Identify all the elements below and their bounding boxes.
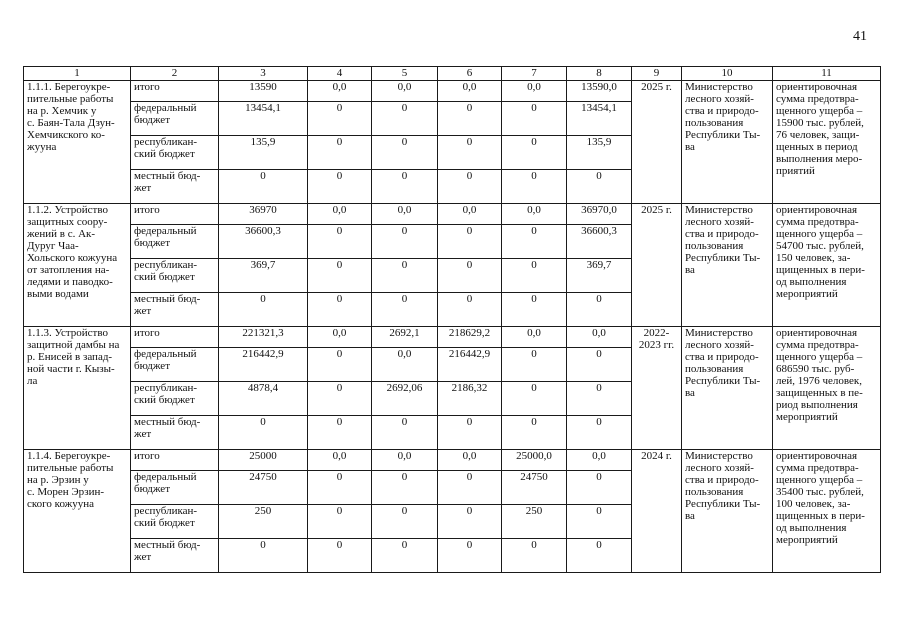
amount-cell: 13590 bbox=[219, 81, 308, 102]
executor: Министерство лесного хозяй- ства и природо- пользования Республики Ты- ва bbox=[682, 204, 773, 327]
measure-name: 1.1.2. Устройство защитных соору- жений в с. Ак- Дуруг Чаа- Хольского кожууна от затопления на- ледями и паводко- выми водами bbox=[24, 204, 131, 327]
amount-cell: 0 bbox=[502, 170, 567, 204]
amount-cell: 0 bbox=[372, 102, 438, 136]
amount-cell: 0 bbox=[219, 539, 308, 573]
amount-cell: 0 bbox=[372, 170, 438, 204]
amount-cell: 0 bbox=[438, 505, 502, 539]
header-cell: 7 bbox=[502, 67, 567, 81]
funding-source: республикан- ский бюджет bbox=[131, 259, 219, 293]
amount-cell: 0 bbox=[438, 170, 502, 204]
header-cell: 5 bbox=[372, 67, 438, 81]
amount-cell: 0 bbox=[308, 136, 372, 170]
amount-cell: 0 bbox=[219, 416, 308, 450]
amount-cell: 36970 bbox=[219, 204, 308, 225]
amount-cell: 0,0 bbox=[438, 204, 502, 225]
header-cell: 3 bbox=[219, 67, 308, 81]
amount-cell: 0 bbox=[438, 136, 502, 170]
header-cell: 2 bbox=[131, 67, 219, 81]
amount-cell: 0,0 bbox=[308, 327, 372, 348]
amount-cell: 0 bbox=[308, 225, 372, 259]
header-cell: 6 bbox=[438, 67, 502, 81]
amount-cell: 0 bbox=[308, 170, 372, 204]
budget-table bbox=[23, 66, 881, 573]
amount-cell: 0 bbox=[502, 102, 567, 136]
amount-cell: 0 bbox=[308, 471, 372, 505]
funding-source: местный бюд- жет bbox=[131, 539, 219, 573]
amount-cell: 0 bbox=[502, 382, 567, 416]
deadline: 2024 г. bbox=[632, 450, 682, 573]
amount-cell: 135,9 bbox=[219, 136, 308, 170]
executor: Министерство лесного хозяй- ства и природо- пользования Республики Ты- ва bbox=[682, 450, 773, 573]
funding-source: местный бюд- жет bbox=[131, 293, 219, 327]
amount-cell: 13454,1 bbox=[567, 102, 632, 136]
measure-name: 1.1.1. Берегоукре- пительные работы на р. Хемчик у с. Баян-Тала Дзун- Хемчикского ко- жууна bbox=[24, 81, 131, 204]
amount-cell: 0 bbox=[372, 416, 438, 450]
amount-cell: 0 bbox=[438, 293, 502, 327]
amount-cell: 36970,0 bbox=[567, 204, 632, 225]
amount-cell: 0 bbox=[372, 293, 438, 327]
amount-cell: 0 bbox=[502, 293, 567, 327]
amount-cell: 250 bbox=[502, 505, 567, 539]
amount-cell: 24750 bbox=[502, 471, 567, 505]
amount-cell: 135,9 bbox=[567, 136, 632, 170]
amount-cell: 2692,06 bbox=[372, 382, 438, 416]
amount-cell: 0 bbox=[502, 136, 567, 170]
amount-cell: 2692,1 bbox=[372, 327, 438, 348]
amount-cell: 0 bbox=[308, 259, 372, 293]
deadline: 2025 г. bbox=[632, 204, 682, 327]
funding-source: федеральный бюджет bbox=[131, 348, 219, 382]
amount-cell: 0 bbox=[438, 416, 502, 450]
funding-source: итого bbox=[131, 450, 219, 471]
table-row bbox=[24, 81, 881, 102]
amount-cell: 0 bbox=[438, 102, 502, 136]
amount-cell: 25000,0 bbox=[502, 450, 567, 471]
amount-cell: 0 bbox=[567, 382, 632, 416]
page-number: 41 bbox=[853, 29, 867, 44]
deadline: 2022- 2023 гг. bbox=[632, 327, 682, 450]
funding-source: республикан- ский бюджет bbox=[131, 505, 219, 539]
amount-cell: 13454,1 bbox=[219, 102, 308, 136]
amount-cell: 0 bbox=[567, 348, 632, 382]
funding-source: федеральный бюджет bbox=[131, 471, 219, 505]
amount-cell: 24750 bbox=[219, 471, 308, 505]
header-cell: 11 bbox=[773, 67, 881, 81]
amount-cell: 36600,3 bbox=[567, 225, 632, 259]
amount-cell: 36600,3 bbox=[219, 225, 308, 259]
amount-cell: 0 bbox=[502, 539, 567, 573]
amount-cell: 0 bbox=[438, 225, 502, 259]
deadline: 2025 г. bbox=[632, 81, 682, 204]
amount-cell: 4878,4 bbox=[219, 382, 308, 416]
amount-cell: 369,7 bbox=[567, 259, 632, 293]
amount-cell: 218629,2 bbox=[438, 327, 502, 348]
amount-cell: 0 bbox=[502, 225, 567, 259]
amount-cell: 0,0 bbox=[308, 450, 372, 471]
header-cell: 8 bbox=[567, 67, 632, 81]
amount-cell: 0 bbox=[567, 416, 632, 450]
amount-cell: 0,0 bbox=[308, 81, 372, 102]
amount-cell: 0 bbox=[308, 293, 372, 327]
header-cell: 4 bbox=[308, 67, 372, 81]
amount-cell: 0 bbox=[219, 170, 308, 204]
amount-cell: 0 bbox=[308, 348, 372, 382]
funding-source: республикан- ский бюджет bbox=[131, 136, 219, 170]
funding-source: местный бюд- жет bbox=[131, 416, 219, 450]
header-cell: 1 bbox=[24, 67, 131, 81]
amount-cell: 0,0 bbox=[372, 81, 438, 102]
funding-source: федеральный бюджет bbox=[131, 102, 219, 136]
amount-cell: 0 bbox=[308, 416, 372, 450]
table-row bbox=[24, 204, 881, 225]
amount-cell: 216442,9 bbox=[219, 348, 308, 382]
amount-cell: 0,0 bbox=[567, 450, 632, 471]
amount-cell: 0,0 bbox=[502, 327, 567, 348]
amount-cell: 0 bbox=[308, 505, 372, 539]
amount-cell: 0 bbox=[372, 259, 438, 293]
amount-cell: 216442,9 bbox=[438, 348, 502, 382]
expected-result: ориентировочная сумма предотвра- щенного ущерба – 686590 тыс. руб- лей, 1976 человек, защищенных в пе- риод выполнения мероприятий bbox=[773, 327, 881, 450]
amount-cell: 0,0 bbox=[438, 450, 502, 471]
amount-cell: 0,0 bbox=[567, 327, 632, 348]
expected-result: ориентировочная сумма предотвра- щенного ущерба – 15900 тыс. рублей, 76 человек, защи- щенных в период выполнения меро- приятий bbox=[773, 81, 881, 204]
expected-result: ориентировочная сумма предотвра- щенного ущерба – 35400 тыс. рублей, 100 человек, за- щищенных в пери- од выполнения мероприятий bbox=[773, 450, 881, 573]
amount-cell: 0 bbox=[372, 225, 438, 259]
measure-name: 1.1.4. Берегоукре- пительные работы на р. Эрзин у с. Морен Эрзин- ского кожууна bbox=[24, 450, 131, 573]
amount-cell: 0,0 bbox=[372, 348, 438, 382]
amount-cell: 13590,0 bbox=[567, 81, 632, 102]
amount-cell: 0 bbox=[438, 539, 502, 573]
amount-cell: 250 bbox=[219, 505, 308, 539]
header-cell: 9 bbox=[632, 67, 682, 81]
amount-cell: 0 bbox=[308, 382, 372, 416]
amount-cell: 0 bbox=[438, 471, 502, 505]
executor: Министерство лесного хозяй- ства и природо- пользования Республики Ты- ва bbox=[682, 81, 773, 204]
measure-name: 1.1.3. Устройство защитной дамбы на р. Енисей в запад- ной части г. Кызы- ла bbox=[24, 327, 131, 450]
amount-cell: 0 bbox=[372, 471, 438, 505]
amount-cell: 0 bbox=[567, 505, 632, 539]
funding-source: итого bbox=[131, 327, 219, 348]
amount-cell: 0,0 bbox=[502, 81, 567, 102]
funding-source: итого bbox=[131, 204, 219, 225]
funding-source: итого bbox=[131, 81, 219, 102]
amount-cell: 0 bbox=[372, 136, 438, 170]
amount-cell: 369,7 bbox=[219, 259, 308, 293]
amount-cell: 25000 bbox=[219, 450, 308, 471]
amount-cell: 0,0 bbox=[372, 204, 438, 225]
executor: Министерство лесного хозяй- ства и природо- пользования Республики Ты- ва bbox=[682, 327, 773, 450]
amount-cell: 2186,32 bbox=[438, 382, 502, 416]
funding-source: федеральный бюджет bbox=[131, 225, 219, 259]
amount-cell: 0 bbox=[567, 539, 632, 573]
funding-source: местный бюд- жет bbox=[131, 170, 219, 204]
amount-cell: 0 bbox=[308, 539, 372, 573]
amount-cell: 0,0 bbox=[438, 81, 502, 102]
amount-cell: 0 bbox=[567, 293, 632, 327]
amount-cell: 0 bbox=[308, 102, 372, 136]
amount-cell: 0,0 bbox=[502, 204, 567, 225]
funding-source: республикан- ский бюджет bbox=[131, 382, 219, 416]
amount-cell: 0 bbox=[567, 170, 632, 204]
table-row bbox=[24, 327, 881, 348]
amount-cell: 0 bbox=[502, 416, 567, 450]
table-row bbox=[24, 450, 881, 471]
amount-cell: 221321,3 bbox=[219, 327, 308, 348]
amount-cell: 0 bbox=[502, 259, 567, 293]
amount-cell: 0,0 bbox=[372, 450, 438, 471]
amount-cell: 0 bbox=[372, 539, 438, 573]
amount-cell: 0 bbox=[219, 293, 308, 327]
header-cell: 10 bbox=[682, 67, 773, 81]
amount-cell: 0 bbox=[438, 259, 502, 293]
amount-cell: 0 bbox=[372, 505, 438, 539]
amount-cell: 0,0 bbox=[308, 204, 372, 225]
header-row bbox=[24, 67, 881, 81]
expected-result: ориентировочная сумма предотвра- щенного ущерба – 54700 тыс. рублей, 150 человек, за- щищенных в пери- од выполнения мероприятий bbox=[773, 204, 881, 327]
amount-cell: 0 bbox=[502, 348, 567, 382]
amount-cell: 0 bbox=[567, 471, 632, 505]
